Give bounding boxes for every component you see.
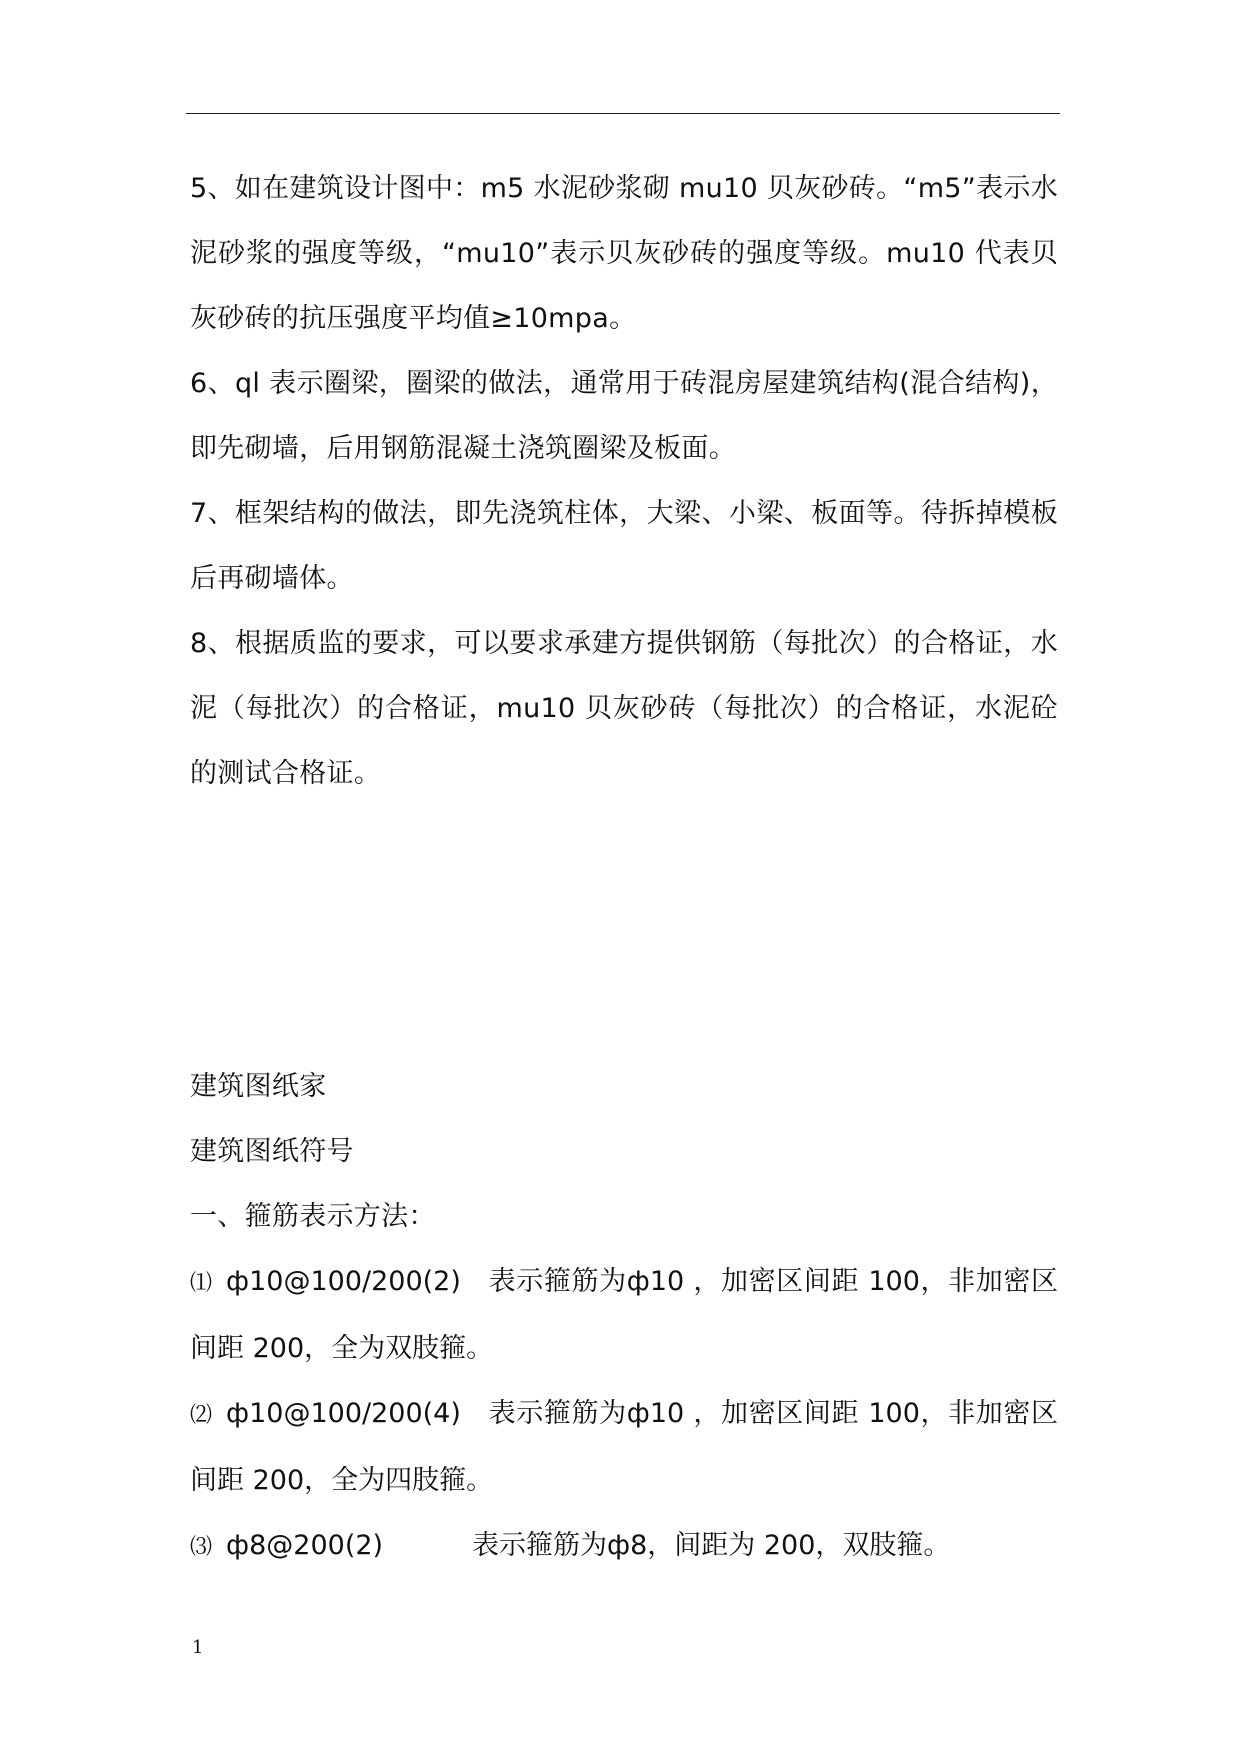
- stirrup-item-1: [190, 1249, 1058, 1381]
- heading-drawing-home: 建筑图纸家: [190, 1071, 327, 1102]
- blank-space: [190, 806, 1058, 1054]
- stirrup-code: ф10@100/200(4): [226, 1398, 461, 1429]
- stirrup-description: 表示箍筋为ф8，间距为 200，双肢箍。: [472, 1530, 951, 1561]
- document-body: [190, 156, 1058, 1580]
- page-number: 1: [192, 1637, 204, 1658]
- heading-stirrup-notation: 一、箍筋表示方法：: [190, 1201, 436, 1232]
- paragraph-7: 7、框架结构的做法，即先浇筑柱体，大梁、小梁、板面等。待拆掉模板后再砌墙体。: [190, 498, 1058, 594]
- paragraph-5: 5、如在建筑设计图中：m5 水泥砂浆砌 mu10 贝灰砂砖。“m5”表示水泥砂浆的强度等级，“mu10”表示贝灰砂砖的强度等级。mu10 代表贝灰砂砖的抗压强度平均值≥10mpa。: [190, 173, 1058, 334]
- paragraph-8: 8、根据质监的要求，可以要求承建方提供钢筋（每批次）的合格证，水泥（每批次）的合格证，mu10 贝灰砂砖（每批次）的合格证，水泥砼的测试合格证。: [190, 628, 1058, 789]
- stirrup-item-3: [190, 1513, 1058, 1580]
- stirrup-code: ф8@200(2): [226, 1530, 384, 1561]
- stirrup-item-number: ⑵: [190, 1403, 213, 1428]
- stirrup-item-number: ⑴: [190, 1271, 213, 1296]
- paragraph-6: 6、ql 表示圈梁，圈梁的做法，通常用于砖混房屋建筑结构(混合结构)，即先砌墙，后用钢筋混凝土浇筑圈梁及板面。: [190, 368, 1058, 464]
- stirrup-description: 表示箍筋为ф10 ，加密区间距 100，非加密区间距 200，全为双肢箍。: [190, 1266, 1058, 1364]
- stirrup-item-number: ⑶: [190, 1535, 213, 1560]
- stirrup-description: 表示箍筋为ф10 ，加密区间距 100，非加密区间距 200，全为四肢箍。: [190, 1398, 1058, 1496]
- heading-drawing-symbols: 建筑图纸符号: [190, 1136, 354, 1167]
- header-rule: [186, 113, 1060, 114]
- stirrup-code: ф10@100/200(2): [226, 1266, 461, 1297]
- stirrup-item-2: [190, 1381, 1058, 1513]
